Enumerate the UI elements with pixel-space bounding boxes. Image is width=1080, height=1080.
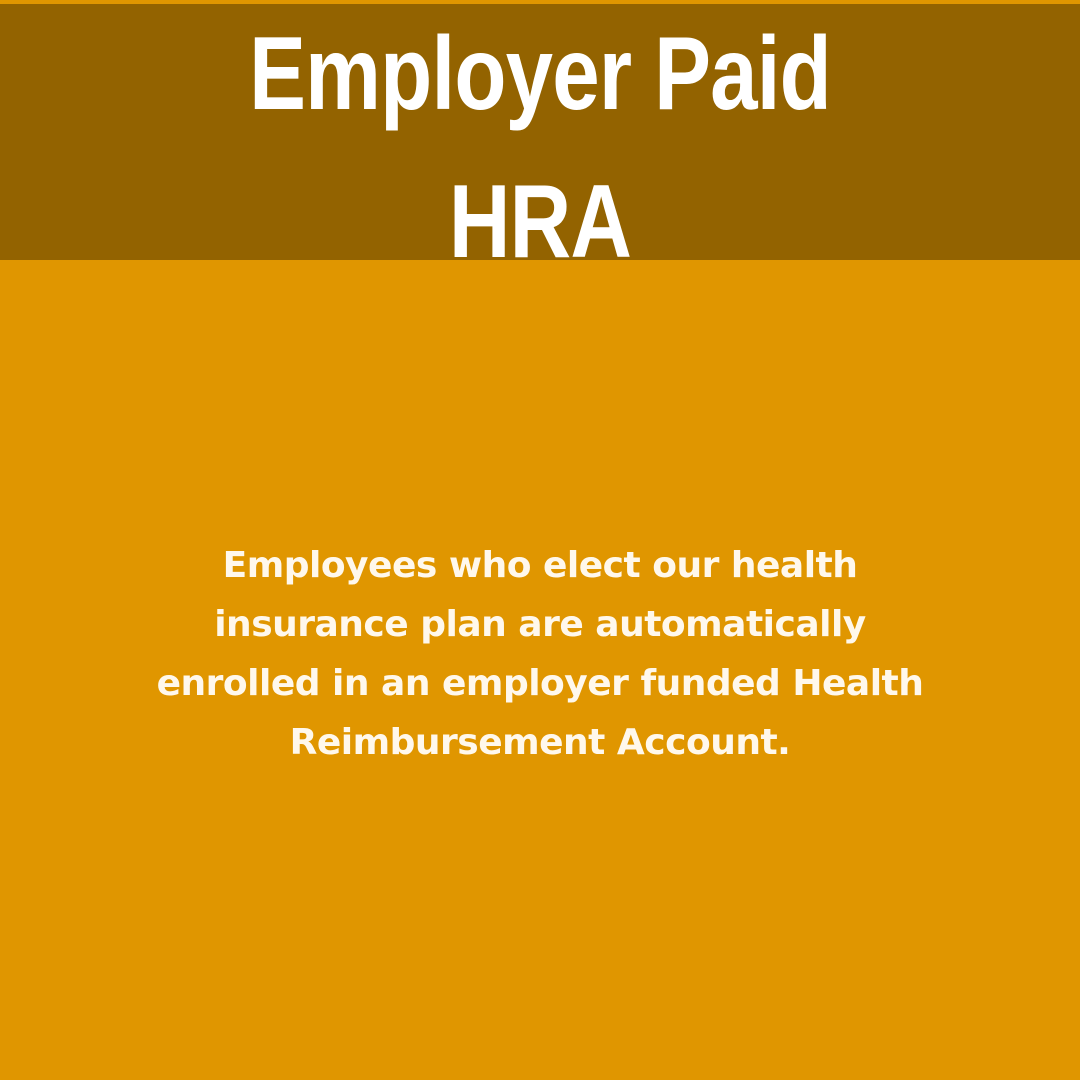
description-text <box>120 536 960 772</box>
description-line-2: insurance plan are automatically <box>214 604 866 645</box>
page-title <box>97 0 983 296</box>
description-line-3: enrolled in an employer funded Health <box>156 663 924 704</box>
description-line-1: Employees who elect our health <box>222 545 858 586</box>
title-line-1: Employer Paid <box>249 16 831 132</box>
title-line-2: HRA <box>448 164 632 280</box>
description-line-4: Reimbursement Account. <box>289 722 791 763</box>
